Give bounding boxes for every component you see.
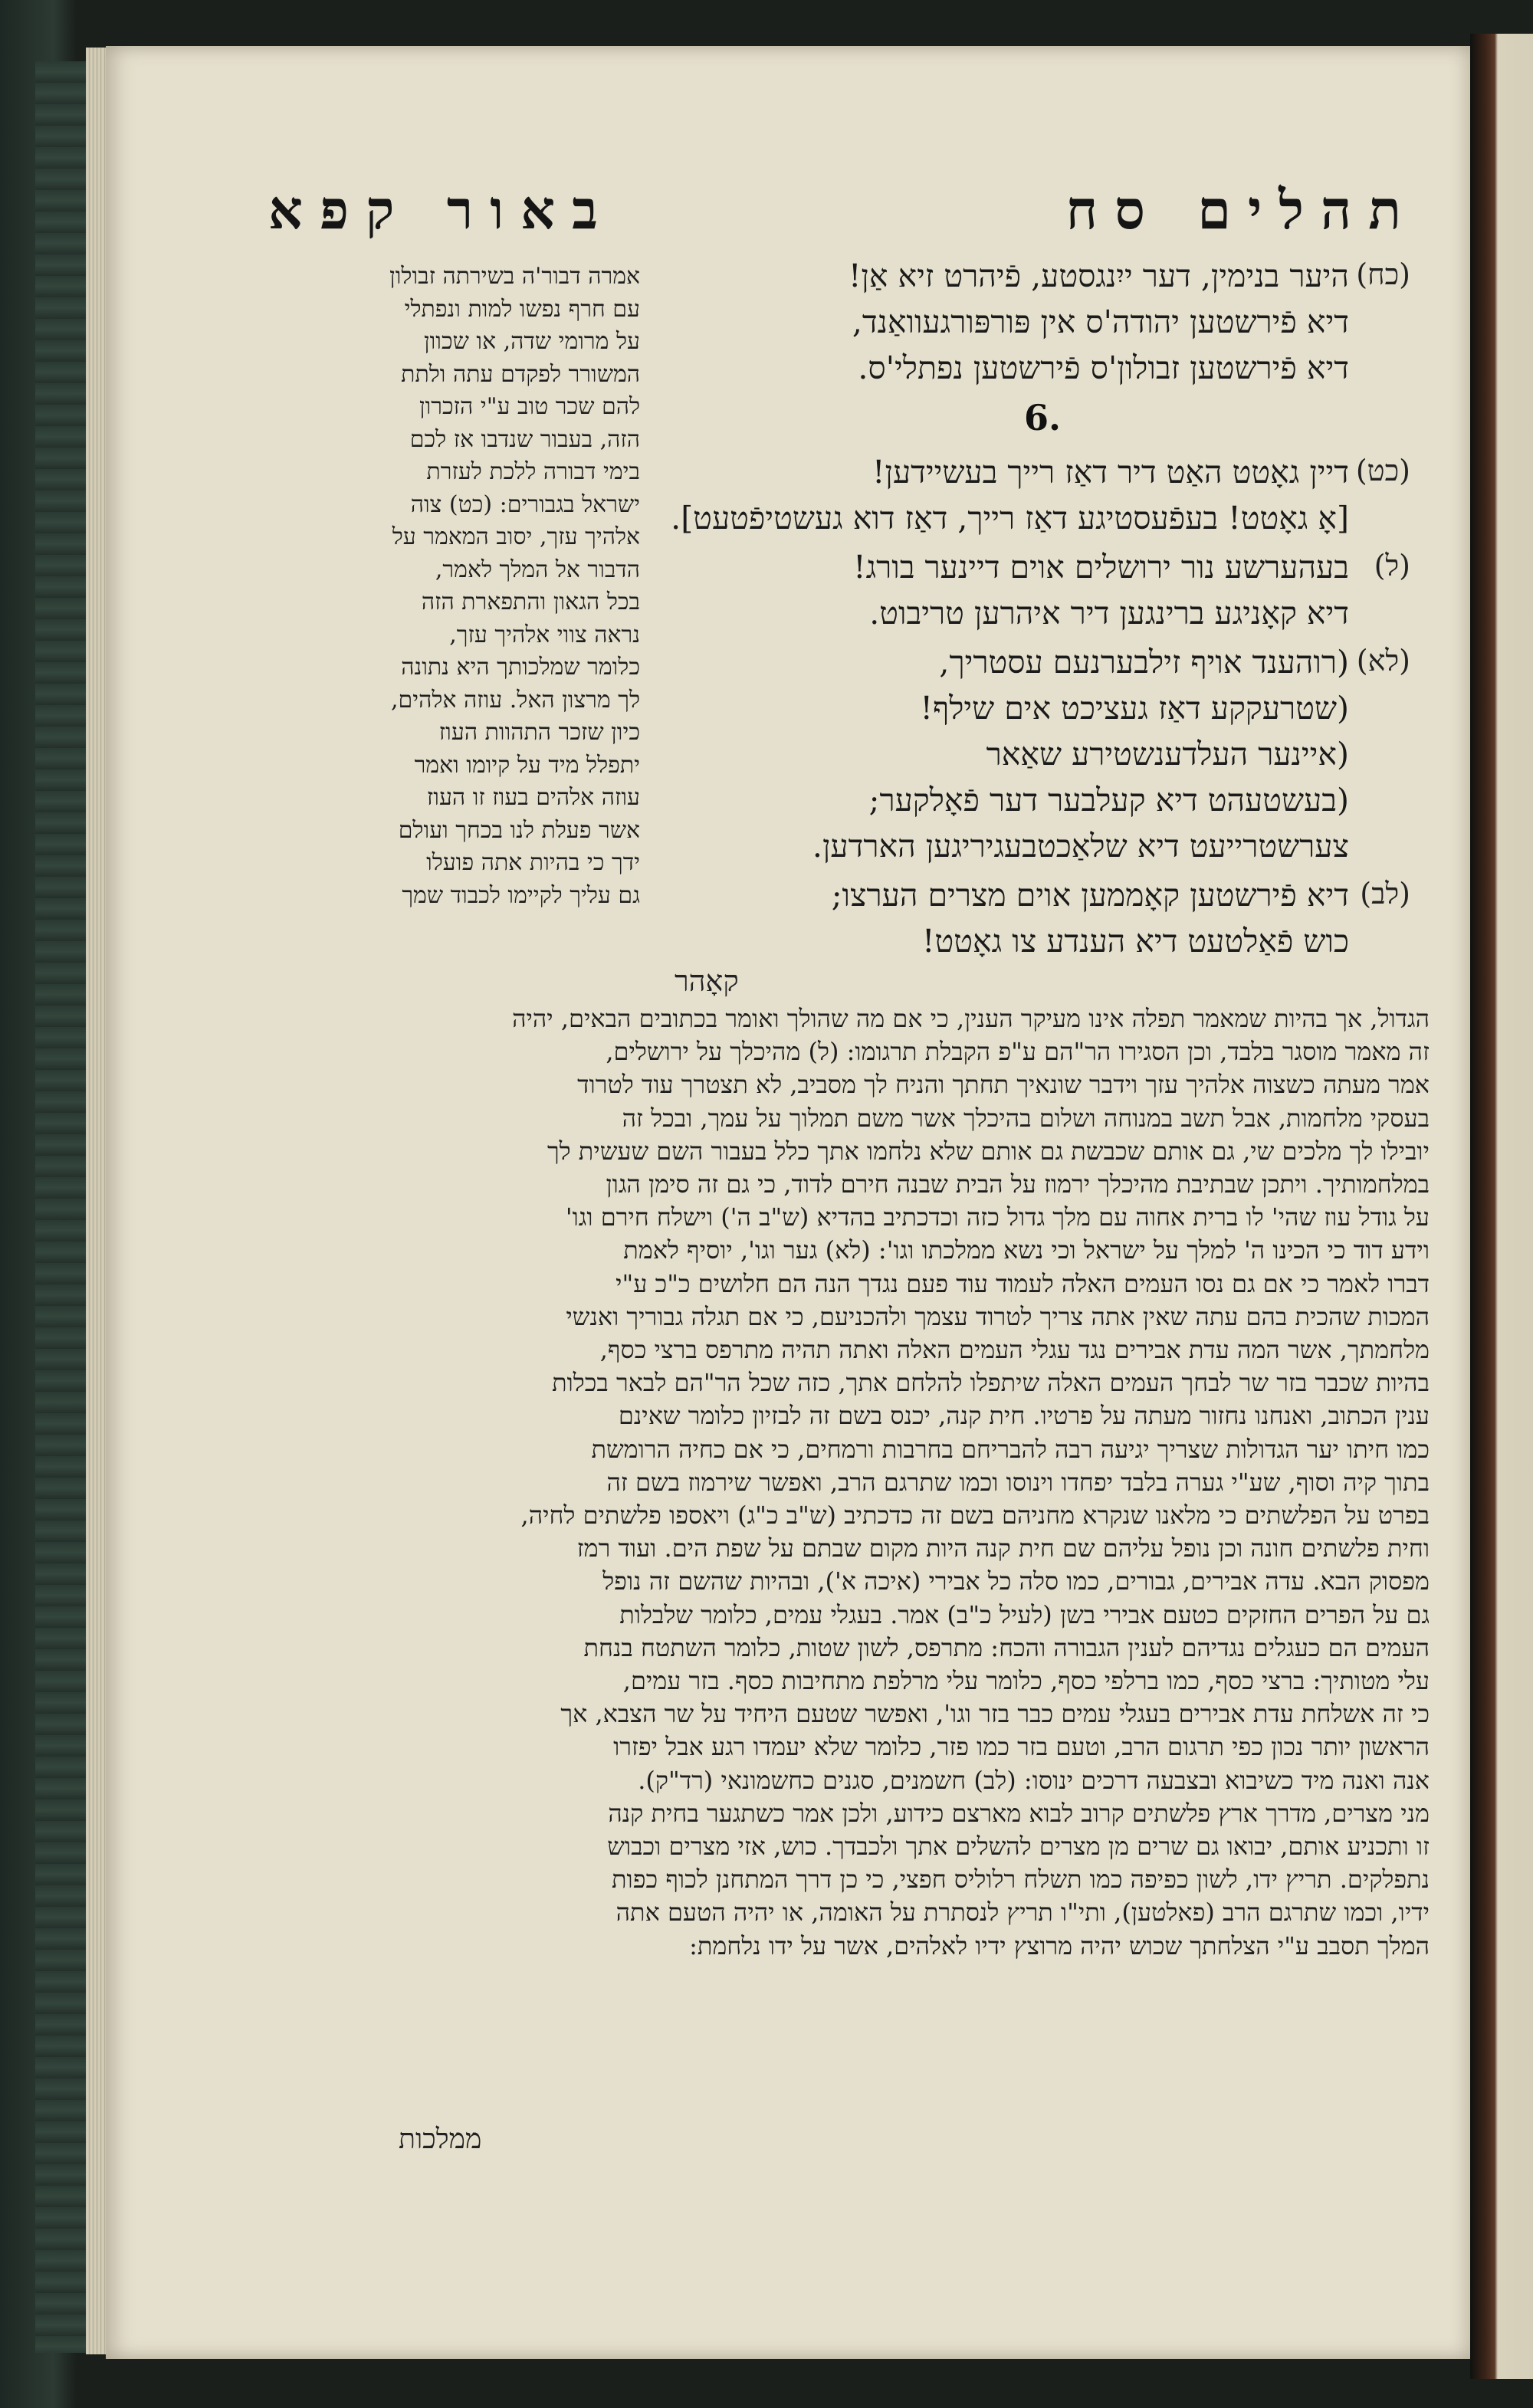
commentary-line: זה מאמר מוסגר בלבד, וכן הסגירו הר"הם ע"פ הקבלת תרגומו: (ל) מהיכלך על ירושלים, bbox=[606, 1037, 1430, 1067]
commentary-line: ישראל בגבורים: (כט) צוה bbox=[410, 490, 640, 518]
verse-line: (רוהענד אויף זילבערנעם עסטריך, bbox=[939, 644, 1349, 681]
commentary-line: עלי מטותיך: ברצי כסף, כמו ברלפי כסף, כלומר עלי מרלפת מתחיבות כסף. בזר עמים, bbox=[622, 1666, 1430, 1696]
commentary-line: המכות שהכית בהם עתה שאין אתה צריך לטרוד עצמך ולהכניעם, כי אם תגלה גבוריך ואנשי bbox=[566, 1301, 1430, 1331]
commentary-line: אנה ואנה מיד כשיבוא ובצבעה דרכים ינוסו: (לב) חשמנים, סגנים כחשמונאי (רד"ק). bbox=[638, 1765, 1430, 1795]
commentary-line: וידע דוד כי הכינו ה' למלך על ישראל וכי נשא ממלכתו וגו': (לא) גער וגו', יוסיף לאמת bbox=[623, 1235, 1430, 1265]
commentary-line: עוזה אלהים בעוז זו העוז bbox=[426, 784, 640, 811]
verse-line: דיא פֿירשטען קאָממען אוים מצרים הערצו; bbox=[831, 877, 1349, 914]
verse-line: דיא פֿירשטען זבולון'ס פֿירשטען נפתלי'ס. bbox=[858, 349, 1349, 386]
translation-verses bbox=[671, 253, 1410, 967]
verse-31 bbox=[675, 639, 1410, 869]
commentary-line: הראשון יותר נכון כפי תרגום הרב, וטעם בזר כמו פזר, כלומר שלא יעמדו רגע אבל יפזרו bbox=[613, 1732, 1430, 1762]
commentary-line: אלהיך עזך, יסוב המאמר על bbox=[392, 523, 640, 550]
commentary-line: אמרה דבור'ה בשירתה זבולון bbox=[389, 263, 640, 290]
verse-32 bbox=[675, 872, 1410, 964]
commentary-line: להם שכר טוב ע"י הזכרון bbox=[419, 393, 640, 420]
commentary-line: גם עליך לקיימו לכבוד שמך bbox=[402, 881, 640, 909]
verse-28 bbox=[675, 253, 1410, 391]
verse-number: (כט) bbox=[1355, 454, 1410, 487]
commentary-full-width bbox=[188, 1002, 1430, 1963]
commentary-line: מפסוק הבא. עדה אבירים, גבורים, כמו סלה כל אבירי (איכה א'), ובהיות שהשם זה נופל bbox=[602, 1567, 1430, 1596]
commentary-line: כיון שזכר התהוות העוז bbox=[438, 719, 640, 746]
verse-line: (בעשטעהט דיא קעלבער דער פֿאָלקער; bbox=[868, 782, 1349, 819]
commentary-line: על מרומי שדה, או שכוון bbox=[423, 328, 640, 355]
commentary-line: בפרט על הפלשתים כי מלאנו שנקרא מחניהם בשם זה כדכתיב (ש"ב כ"ג) ויאספו פלשתים לחיה, bbox=[520, 1501, 1430, 1530]
commentary-line: כלומר שמלכותך היא נתונה bbox=[401, 654, 640, 681]
commentary-line: ידך כי בהיות אתה פועלו bbox=[426, 849, 640, 876]
commentary-line: הגדול, אך בהיות שמאמר תפלה אינו מעיקר הענין, כי אם מה שהולך ואומר בכתובים הבאים, יהיה bbox=[512, 1004, 1430, 1033]
commentary-line: בימי דבורה ללכת לעזרת bbox=[426, 458, 640, 485]
commentary-line: כמו חיתו יער הגדולות שצריך יגיעה רבה להבריחם בחרבות ורמחים, כי אם כחיה הרומשת bbox=[591, 1434, 1430, 1464]
verse-29 bbox=[671, 449, 1410, 541]
commentary-line: נראה צווי אלהיך עזך, bbox=[449, 621, 640, 648]
book-binding bbox=[35, 61, 91, 2353]
verse-line: [אָ גאָטט! בעפֿעסטיגע דאַז רייך, דאַז דוא געשטיפֿטעט]. bbox=[671, 500, 1349, 536]
commentary-line: בעסקי מלחמות, אבל תשב במנוחה ושלום בהיכלך אשר משם תמלוך על עמך, ובכל זה bbox=[622, 1103, 1430, 1133]
commentary-line: ידיו, וכמו שתרגם הרב (פאלטען), ותי"ו תריץ לנסתרת על האומה, או יהיה הטעם אתה bbox=[615, 1898, 1430, 1927]
commentary-line: וחית פלשתים חונה וכן נופל עליהם שם חית קנה היות מקום שבתם על שפת הים. ועוד רמז bbox=[576, 1534, 1430, 1563]
commentary-line: ענין הכתוב, ואנחנו נחזור מעתה על פרטיו. חית קנה, יכנס בשם זה לבזיון כלומר שאינם bbox=[618, 1401, 1430, 1431]
commentary-line: במלחמותיך. ויתכן שבתיבת מהיכלך ירמוז על הבית שבנה חירם לדוד, כי גם זה סימן הגון bbox=[606, 1170, 1430, 1199]
running-header bbox=[161, 178, 1418, 247]
verse-number: (ל) bbox=[1374, 549, 1410, 582]
commentary-line: לך מרצון האל. עוזה אלהים, bbox=[391, 686, 640, 714]
verse-line: דיא קאָניגע ברינגען דיר איהרען טריבוט. bbox=[869, 595, 1349, 632]
commentary-line: זו ותכניע אותם, יבואו גם שרים מן מצרים להשלים אתך ולכבדך. כוש, אזי מצרים וכבוש bbox=[607, 1832, 1430, 1862]
commentary-line: יובילו לך מלכים שי, גם אותם שכבשת גם אותם שלא נלחמו אתך כלל בעבור השם שעשית לך bbox=[547, 1136, 1430, 1166]
verse-number: (לא) bbox=[1356, 644, 1410, 677]
verse-number: (כח) bbox=[1356, 258, 1410, 291]
commentary-line: יתפלל מיד על קיומו ואמר bbox=[414, 751, 640, 779]
commentary-line: בכל הגאון והתפארת הזה bbox=[421, 589, 640, 615]
commentary-line: דברו לאמר כי אם גם נסו העמים האלה לעמוד עוד פעם נגדך הנה הם חלושים כ"כ ע"י bbox=[615, 1268, 1430, 1298]
commentary-line: על גודל עוז שהי' לו ברית אחוה עם מלך גדול כזה וכדכתיב בהדיא (ש"ב ה') וישלח חירם וגו' bbox=[565, 1202, 1430, 1232]
verse-30 bbox=[675, 544, 1410, 636]
section-number: 6. bbox=[1023, 397, 1062, 438]
catchword-bottom: ממלכות bbox=[399, 2124, 482, 2155]
commentary-line: בהיות שכבר בזר שר לבחך העמים האלה שיתפלו להלחם אתך, כזה שכל הר"הם לבאר בכלות bbox=[552, 1368, 1430, 1398]
facing-page-edge bbox=[1470, 34, 1533, 2379]
verse-line: בעהערשע נור ירושלים אוים דיינער בורג! bbox=[853, 549, 1349, 586]
header-psalm-title: תהלים סח bbox=[1065, 178, 1418, 241]
commentary-line: אשר פעלת לנו בכחך ועולם bbox=[398, 816, 640, 844]
commentary-column bbox=[241, 261, 640, 912]
verse-line: צערשטרייעט דיא שלאַכטבעגיריגען הארדען. bbox=[812, 828, 1349, 864]
verse-line: דיין גאָטט האַט דיר דאַז רייך בעשיידען! bbox=[872, 454, 1349, 490]
commentary-line: העמים הם כעגלים נגדיהם לענין הגבורה והכח: מתרפס, לשון שטות, כלומר השתטח בנחת bbox=[583, 1632, 1430, 1662]
header-commentary-title: באור קפא bbox=[268, 178, 615, 241]
commentary-line: המשורר לפקדם עתה ולתת bbox=[401, 360, 640, 388]
commentary-line: גם על הפרים החזקים כטעם אבירי בשן (לעיל כ"ב) אמר. בעגלי עמים, כלומר שלבלות bbox=[619, 1599, 1430, 1629]
catchword-mid: קאָהר bbox=[675, 964, 739, 998]
commentary-line: כי זה אשלחת עדת אבירים בעגלי עמים כבר בזר וגו', ואפשר שטעם היחיד על שר הצבא, אך bbox=[560, 1699, 1430, 1729]
commentary-line: אמר מעתה כשצוה אלהיך עזך וידבר שונאיך תחתך והניח לך מסביב, לא תצטרך עוד לטרוד bbox=[577, 1070, 1430, 1100]
verse-line: דיא פֿירשטען יהודה'ס אין פּורפּורגעוואַנד, bbox=[852, 303, 1349, 340]
commentary-line: מלחמתך, אשר המה עדת אבירים נגד עגלי העמים האלה ואתה תהיה מתרפס ברצי כסף, bbox=[599, 1335, 1430, 1365]
commentary-line: עם חרף נפשו למות ונפתלי bbox=[404, 295, 640, 323]
verse-line: (שטרעקקע דאַז געציכט אים שילף! bbox=[920, 690, 1349, 727]
commentary-line: הדבור אל המלך לאמר, bbox=[435, 556, 640, 583]
verse-line: (איינער העלדענשטירע שאַאר bbox=[986, 736, 1349, 773]
commentary-line: בתוך קיה וסוף, שע"י גערה בלבד יפחדו וינוסו וכמו שתרגם הרב, ואפשר שירמוז בשם זה bbox=[606, 1467, 1430, 1497]
verse-line: כוש פֿאַלטעט דיא הענדע צו גאָטט! bbox=[922, 923, 1349, 960]
verse-line: היער בנימין, דער ייִנגסטע, פֿיהרט זיא אַן! bbox=[848, 258, 1349, 294]
commentary-line: המלך תסבב ע"י הצלחתך שכוש יהיה מרוצץ ידיו לאלהים, אשר על ידו נלחמת: bbox=[689, 1931, 1430, 1960]
commentary-line: נתפלקים. תריץ ידו, לשון כפיפה כמו תשלח רלוליס חפצי, כי כן דרך המתחנן לכוף כפות bbox=[612, 1865, 1430, 1895]
verse-number: (לב) bbox=[1360, 877, 1410, 910]
commentary-line: הזה, בעבור שנדבו אז לכם bbox=[409, 425, 640, 453]
commentary-line: מני מצרים, מדרך ארץ פלשתים קרוב לבוא מארצם כידוע, ולכן אמר כשתגער בחית קנה bbox=[608, 1798, 1430, 1828]
